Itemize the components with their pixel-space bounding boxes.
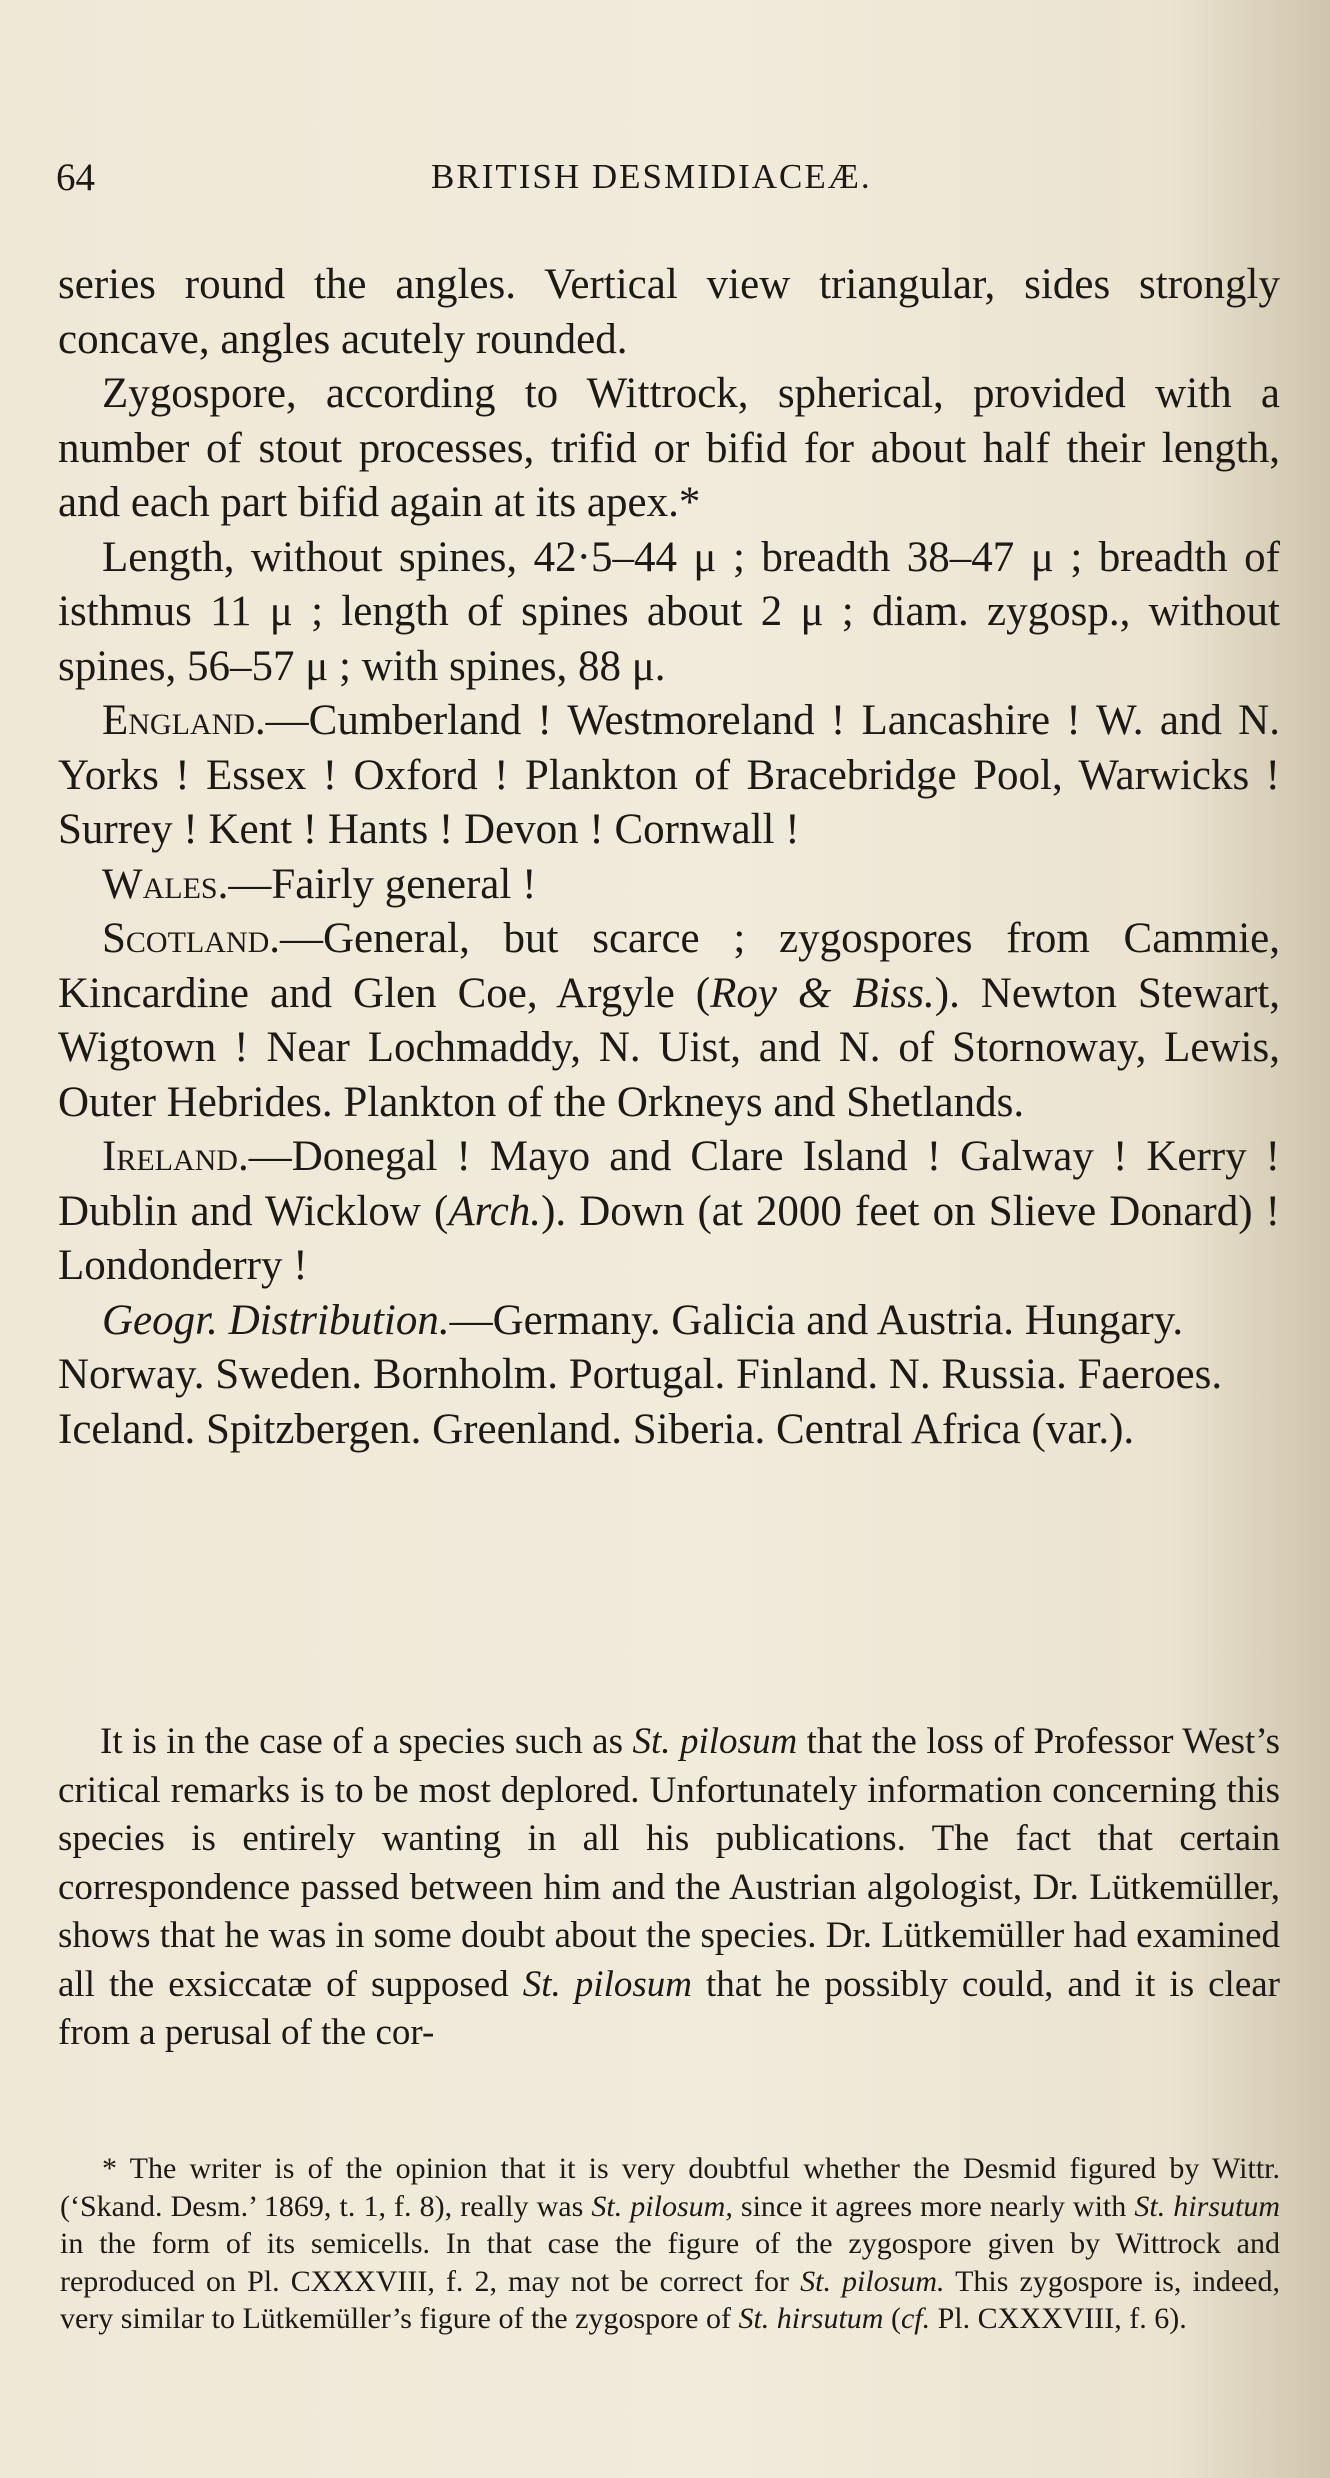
ireland-text-2: ). Down (at 2000 feet on Slieve Donard) ! Londonderry ! [58,1187,1280,1289]
running-head: BRITISH DESMIDIACEÆ. [431,157,872,196]
footnote-text-4: This zygospore is, indeed, very similar to Lütkemüller’s figure of the zygospore of [60,2264,1280,2335]
remarks-text-1: It is in the case of a species such as [100,1721,633,1762]
ireland-label: Ireland. [102,1133,249,1180]
page-header [56,155,1276,205]
footnote-text-2: since it agrees more nearly with [732,2189,1135,2223]
footnote-text-3: in the form of its semicells. In that case the figure of the zygospore given by Wittrock and reproduced on Pl. CXXXVIII, f. 2, may not be correct for [60,2227,1280,2298]
wales-text: —Fairly general ! [228,860,537,908]
ireland-citation: Arch. [448,1187,542,1235]
measurements-paragraph: Length, without spines, 42·5–44 μ ; breadth 38–47 μ ; breadth of isthmus 11 μ ; length of spines about 2 μ ; diam. zygosp., without spines, 56–57 μ ; with spines, 88 μ. [58,533,1280,690]
scotland-paragraph [58,912,1280,1130]
footnote-species-3: St. pilosum. [800,2264,945,2298]
england-label: England. [102,697,266,744]
ireland-paragraph [58,1130,1280,1294]
zygospore-paragraph: Zygospore, according to Wittrock, spherical, provided with a number of stout processes, trifid or bifid for about half their length, and each part bifid again at its apex.* [58,370,1280,526]
species-description [58,258,1280,1457]
remarks-text-3: that he possibly could, and it is clear from a perusal of the cor- [58,1963,1280,2053]
scotland-label: Scotland. [102,915,280,962]
remarks-species-2: St. pilosum [522,1963,692,2005]
wales-paragraph [58,858,1280,913]
footnote-text-1: * The writer is of the opinion that it is very doubtful whether the Desmid figured by Wittr. (‘Skand. Desm.’ 1869, t. 1, f. 8), really was [60,2152,1280,2223]
footnote-species-2: St. hirsutum [1134,2189,1280,2223]
remarks-section [58,1718,1280,2058]
geographic-distribution-paragraph [58,1294,1280,1458]
england-paragraph [58,694,1280,858]
footnote-paragraph [60,2150,1280,2338]
vertical-view-paragraph: series round the angles. Vertical view triangular, sides strongly concave, angles acutely rounded. [58,261,1280,363]
scotland-text-1: —General, but scarce ; zygospores from Cammie, Kincardine and Glen Coe, Argyle ( [58,915,1280,1017]
ireland-text-1: —Donegal ! Mayo and Clare Island ! Galway ! Kerry ! Dublin and Wicklow ( [58,1133,1280,1235]
footnote [60,2150,1280,2338]
remarks-species-1: St. pilosum [632,1721,798,1762]
remarks-paragraph [58,1718,1280,2058]
footnote-text-5: ( [883,2302,901,2335]
footnote-species-4: St. hirsutum [738,2302,884,2335]
england-text: —Cumberland ! Westmoreland ! Lancashire ! W. and N. Yorks ! Essex ! Oxford ! Plankton of Bracebridge Pool, Warwicks ! Surrey ! Kent ! Hants ! Devon ! Cornwall ! [58,697,1280,853]
wales-label: Wales. [102,860,229,908]
remarks-text-2: that the loss of Professor West’s critical remarks is to be most deplored. Unfortunately information concerning this species is entirely wanting in all his publications. The fact that certain correspondence passed between him and the Austrian algologist, Dr. Lütkemüller, shows that he was in some doubt about the species. Dr. Lütkemüller had examined all the exsiccatæ of supposed [58,1721,1280,2005]
geogr-label: Geogr. Distribution. [102,1296,450,1344]
geogr-text: —Germany. Galicia and Austria. Hungary. Norway. Sweden. Bornholm. Portugal. Finland. N. Russia. Faeroes. Iceland. Spitzbergen. Greenland. Siberia. Central Africa (var.). [58,1296,1223,1453]
footnote-cf: cf. [900,2302,931,2335]
scotland-citation: Roy & Biss. [710,969,935,1017]
scotland-text-2: ). Newton Stewart, Wigtown ! Near Lochmaddy, N. Uist, and N. of Stornoway, Lewis, Outer Hebrides. Plankton of the Orkneys and Shetlands. [58,969,1280,1126]
page-number: 64 [56,156,95,199]
footnote-text-6: Pl. CXXXVIII, f. 6). [930,2302,1187,2335]
footnote-species-1: St. pilosum, [591,2189,733,2223]
